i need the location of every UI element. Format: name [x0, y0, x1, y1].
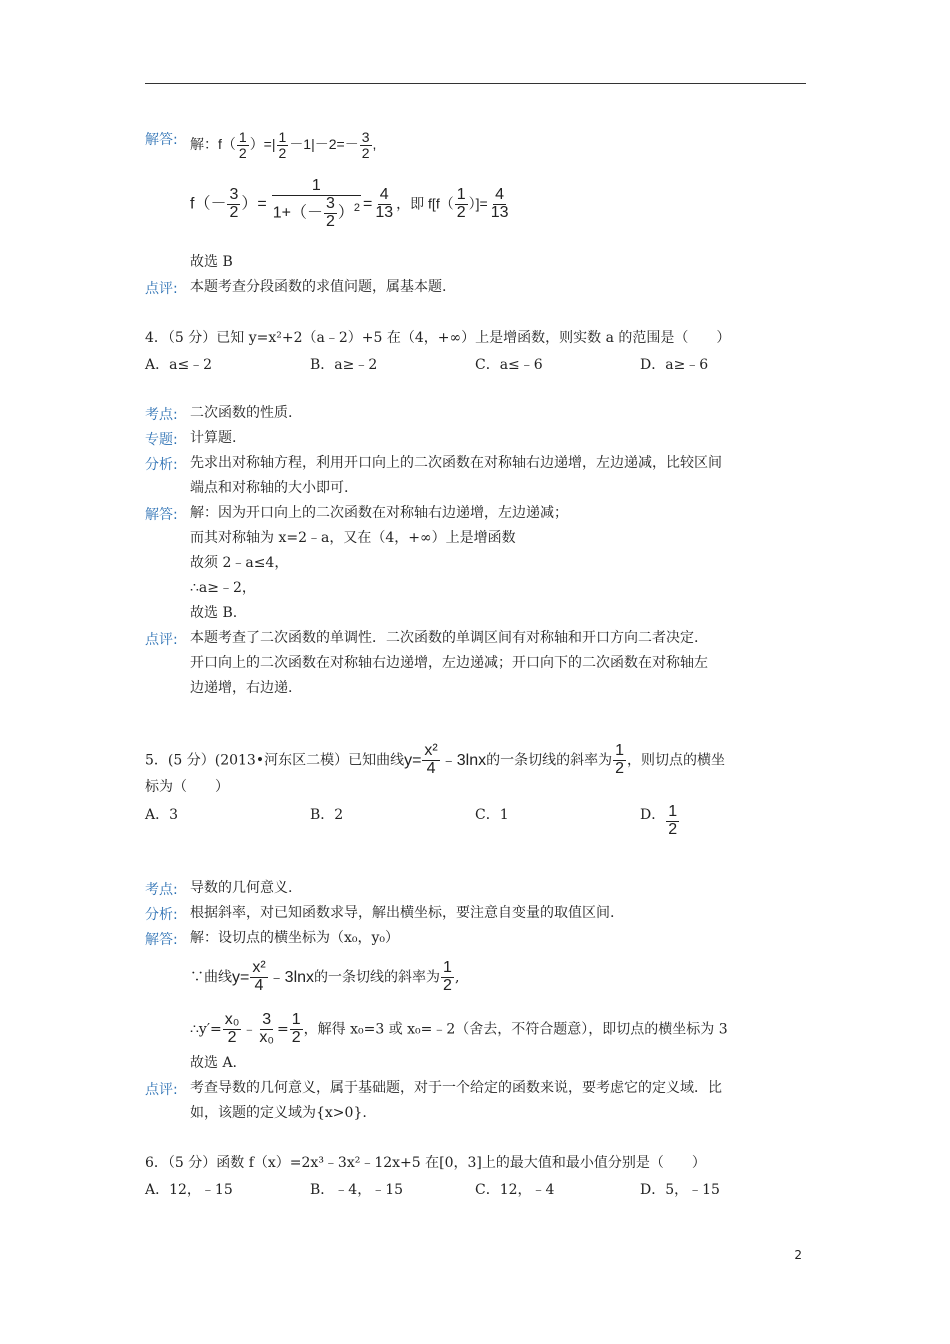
q5-jieda-line3: ∴y′= $\frac{\text{x₀}}{2}$ ﹣ $\frac{3}{\text{x₀}}$ = $\frac{1}{2}$ ，解得 x₀=3 或 x₀=﹣2（舍去，不符合题意），即切点的横坐标为 3: [190, 1011, 728, 1046]
q5-jieda-line1: 解：设切点的横坐标为（x₀，y₀）: [190, 930, 400, 946]
q5-stem-line2: 标为（ ）: [145, 779, 229, 795]
q5-conclusion: 故选 A.: [190, 1055, 238, 1071]
q6-stem: 6．（5 分）函数 f（x）=2x³﹣3x²﹣12x+5 在[0，3]上的最大值和最小值分别是（ ）: [145, 1155, 706, 1171]
page-number: 2: [794, 1248, 802, 1262]
q5-kaodian: 导数的几何意义.: [190, 880, 293, 896]
q4-jieda-line3: 故须 2﹣a≤4，: [190, 555, 289, 571]
q4-stem: 4．（5 分）已知 y=x²+2（a﹣2）+5 在（4，+∞）上是增函数，则实数 a 的范围是（ ）: [145, 330, 731, 346]
q4-zhuanti: 计算题.: [190, 430, 237, 446]
q5-fenxi: 根据斜率，对已知函数求导，解出横坐标，要注意自变量的取值区间.: [190, 905, 615, 921]
q3-conclusion: 故选 B: [190, 254, 233, 270]
q5-option-d: D． $\frac{1}{2}$: [640, 803, 678, 838]
label-dianping: 点评:: [145, 632, 178, 648]
q4-option-d: D．a≥﹣6: [640, 357, 709, 373]
q4-dianping-line1: 本题考查了二次函数的单调性．二次函数的单调区间有对称轴和开口方向二者决定.: [190, 630, 699, 646]
q4-option-c: C．a≤﹣6: [475, 357, 543, 373]
label-fenxi: 分析:: [145, 907, 178, 923]
q4-jieda-line1: 解：因为开口向上的二次函数在对称轴右边递增，左边递减；: [190, 505, 568, 521]
q3-eq1: 解：f（ $\frac{1}{2}$ ）=| $\frac{1}{2}$ －1|－2=－ $\frac{3}{2}$ ,: [190, 129, 377, 161]
q5-dianping-line2: 如，该题的定义域为{x>0}.: [190, 1105, 367, 1121]
q4-option-a: A．a≤﹣2: [145, 357, 213, 373]
q6-option-a: A．12，﹣15: [145, 1182, 233, 1198]
label-jieda: 解答:: [145, 132, 178, 148]
label-jieda: 解答:: [145, 507, 178, 523]
q4-jieda-line2: 而其对称轴为 x=2﹣a，又在（4，+∞）上是增函数: [190, 530, 516, 546]
label-fenxi: 分析:: [145, 457, 178, 473]
q4-fenxi-line1: 先求出对称轴方程，利用开口向上的二次函数在对称轴右边递增，左边递减，比较区间: [190, 455, 722, 471]
label-dianping: 点评:: [145, 281, 178, 297]
q5-stem-line1: 5．(5 分）(2013•河东区二模）已知曲线y= $\frac{\text{x²}}{4}$ ﹣3lnx的一条切线的斜率为 $\frac{1}{2}$ ，则切点的横坐: [145, 742, 726, 778]
q5-dianping-line1: 考查导数的几何意义，属于基础题，对于一个给定的函数来说，要考虑它的定义域．比: [190, 1080, 722, 1096]
q5-option-b: B．2: [310, 807, 344, 823]
q4-fenxi-line2: 端点和对称轴的大小即可.: [190, 480, 349, 496]
q4-dianping-line3: 边递增，右边递.: [190, 680, 293, 696]
q5-option-a: A．3: [145, 807, 179, 823]
label-kaodian: 考点:: [145, 882, 178, 898]
q4-kaodian: 二次函数的性质.: [190, 405, 293, 421]
q3-comment: 本题考查分段函数的求值问题，属基本题.: [190, 279, 447, 295]
q5-option-c: C．1: [475, 807, 509, 823]
q3-eq2: f（－ $\frac{3}{2}$ ）= 1 1+（－ $\frac{3}{2}$ ）$^2$ = $\frac{4}{13}$ ，即 f[f（ $\frac{1}{2}$ ）]= $\frac{4}{13}$: [190, 177, 509, 230]
q6-option-d: D．5，﹣15: [640, 1182, 720, 1198]
q6-option-c: C．12，﹣4: [475, 1182, 555, 1198]
q4-option-b: B．a≥﹣2: [310, 357, 378, 373]
q4-jieda-line4: ∴a≥﹣2，: [190, 580, 256, 596]
label-jieda: 解答:: [145, 932, 178, 948]
label-zhuanti: 专题:: [145, 432, 178, 448]
q5-jieda-line2: ∵曲线y= $\frac{\text{x²}}{4}$ ﹣3lnx的一条切线的斜率为 $\frac{1}{2}$ ,: [190, 959, 460, 995]
label-dianping: 点评:: [145, 1082, 178, 1098]
q6-option-b: B．﹣4，﹣15: [310, 1182, 404, 1198]
q4-dianping-line2: 开口向上的二次函数在对称轴右边递增，左边递减；开口向下的二次函数在对称轴左: [190, 655, 708, 671]
q4-jieda-line5: 故选 B.: [190, 605, 238, 621]
header-rule: [145, 83, 806, 84]
label-kaodian: 考点:: [145, 407, 178, 423]
